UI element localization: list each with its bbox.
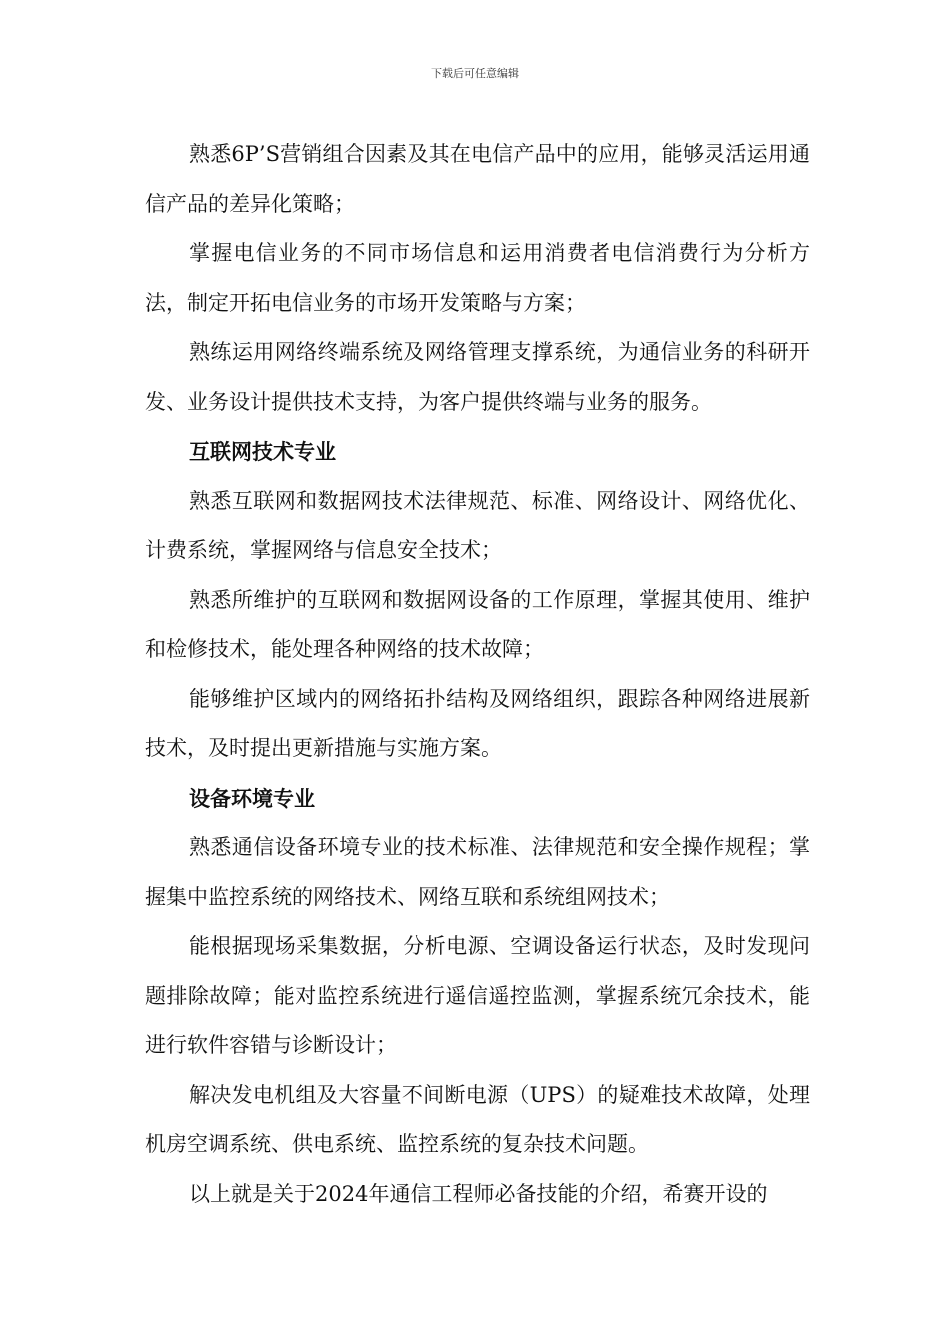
paragraph-equipment-ups: 解决发电机组及大容量不间断电源（UPS）的疑难技术故障，处理机房空调系统、供电系统、监控系统的复杂技术问题。 [145,1082,810,1156]
paragraph-telecom-market-strategy: 掌握电信业务的不同市场信息和运用消费者电信消费行为分析方法，制定开拓电信业务的市场开发策略与方案； [145,241,810,315]
paragraph-internet-standards: 熟悉互联网和数据网技术法律规范、标准、网络设计、网络优化、计费系统，掌握网络与信息安全技术； [145,488,810,562]
document-body [145,130,810,1219]
paragraph-internet-topology: 能够维护区域内的网络拓扑结构及网络组织，跟踪各种网络进展新技术，及时提出更新措施与实施方案。 [145,686,810,760]
paragraph-telecom-terminal-support: 熟练运用网络终端系统及网络管理支撑系统，为通信业务的科研开发、业务设计提供技术支持，为客户提供终端与业务的服务。 [145,340,810,414]
paragraph-internet-maintenance: 熟悉所维护的互联网和数据网设备的工作原理，掌握其使用、维护和检修技术，能处理各种网络的技术故障； [145,587,810,661]
section-heading-internet: 互联网技术专业 [189,439,336,464]
paragraph-closing: 以上就是关于2024年通信工程师必备技能的介绍，希赛开设的 [189,1181,768,1206]
section-heading-equipment: 设备环境专业 [189,785,315,811]
paragraph-equipment-monitoring: 能根据现场采集数据，分析电源、空调设备运行状态，及时发现问题排除故障；能对监控系统进行遥信遥控监测，掌握系统冗余技术，能进行软件容错与诊断设计； [145,934,810,1057]
paragraph-equipment-standards: 熟悉通信设备环境专业的技术标准、法律规范和安全操作规程；掌握集中监控系统的网络技术、网络互联和系统组网技术； [145,835,810,909]
paragraph-telecom-marketing: 熟悉6P’S营销组合因素及其在电信产品中的应用，能够灵活运用通信产品的差异化策略； [145,142,810,216]
page-header: 下载后可任意编辑 [431,67,519,80]
